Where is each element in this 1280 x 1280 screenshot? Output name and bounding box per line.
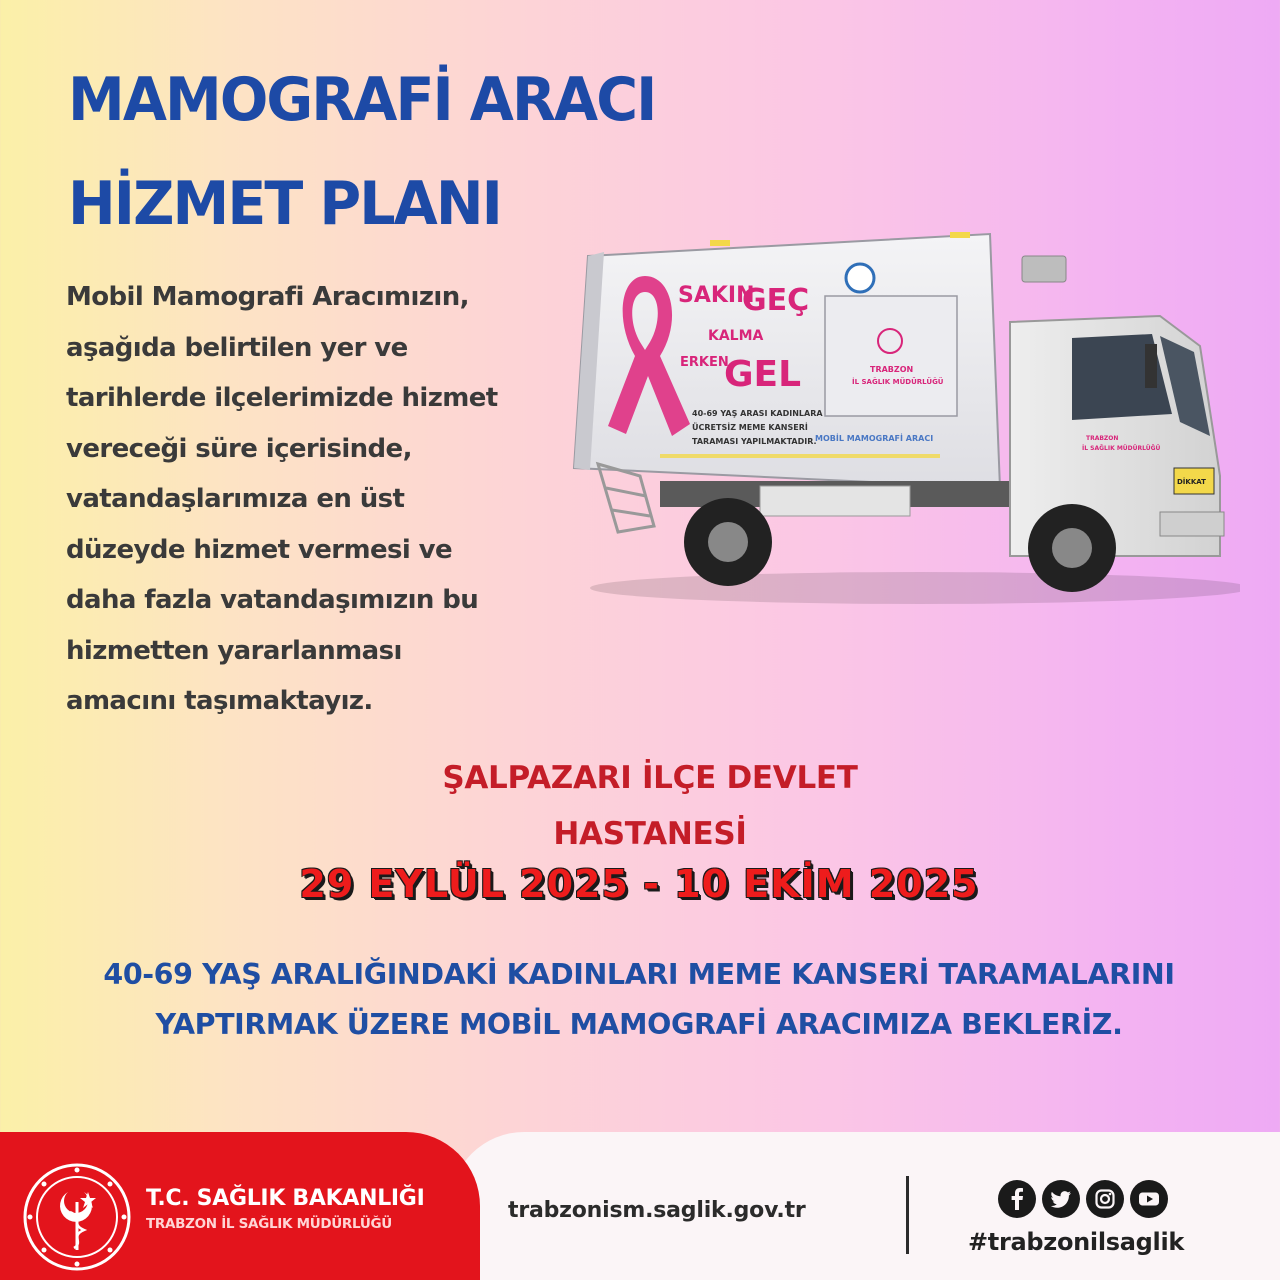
title-line-1: MAMOGRAFİ ARACI	[68, 65, 656, 135]
slogan-word: GEL	[724, 354, 802, 395]
cta-line-1: 40-69 YAŞ ARALIĞINDAKİ KADINLARI MEME KANSERİ TARAMALARINI	[103, 958, 1175, 991]
front-hub	[1052, 528, 1092, 568]
intro-line: vereceği süre içerisinde,	[66, 433, 412, 464]
warning-plate-text: DİKKAT	[1177, 478, 1206, 486]
intro-paragraph	[66, 272, 586, 727]
venue-line-2: HASTANESİ	[553, 816, 747, 852]
slogan-word: KALMA	[708, 328, 764, 344]
truck-panel-text: İL SAĞLIK MÜDÜRLÜĞÜ	[852, 378, 944, 386]
title-line-2: HİZMET PLANI	[68, 169, 501, 239]
ministry-name: T.C. SAĞLIK BAKANLIĞI	[146, 1186, 425, 1211]
ministry-logo-icon	[22, 1162, 132, 1272]
truck-side-text: TARAMASI YAPILMAKTADIR.	[692, 437, 817, 446]
step-rung	[612, 510, 650, 516]
rear-hub	[708, 522, 748, 562]
cta-line-2: YAPTIRMAK ÜZERE MOBİL MAMOGRAFİ ARACIMIZA BEKLERİZ.	[155, 1008, 1123, 1041]
intro-line: tarihlerde ilçelerimizde hizmet	[66, 383, 498, 413]
ministry-emblem-icon	[846, 264, 874, 292]
intro-line: vatandaşlarımıza en üst	[66, 484, 405, 514]
service-dates: 29 EYLÜL 2025 - 10 EKİM 2025	[299, 862, 979, 906]
side-skirt	[760, 486, 910, 516]
twitter-icon[interactable]	[1042, 1180, 1080, 1218]
social-links	[998, 1180, 1168, 1220]
ac-unit	[1022, 256, 1066, 282]
cab-text: TRABZON	[1086, 435, 1119, 442]
truck-panel-text: TRABZON	[870, 365, 914, 374]
intro-line: daha fazla vatandaşımızın bu	[66, 585, 479, 615]
hashtag-text[interactable]: #trabzonilsaglik	[968, 1228, 1185, 1256]
truck-door	[825, 296, 957, 416]
directorate-name: TRABZON İL SAĞLIK MÜDÜRLÜĞÜ	[146, 1216, 392, 1232]
side-strip	[660, 454, 940, 458]
rear-steps	[598, 464, 654, 532]
venue-line-1: ŞALPAZARI İLÇE DEVLET	[442, 760, 858, 796]
youtube-icon[interactable]	[1130, 1180, 1168, 1218]
slogan-word: ERKEN	[680, 355, 729, 370]
step-rung	[606, 488, 646, 496]
intro-line: amacını taşımaktayız.	[66, 686, 373, 716]
facebook-icon[interactable]	[998, 1180, 1036, 1218]
truck-bottom-text: MOBİL MAMOGRAFİ ARACI	[815, 434, 934, 443]
website-link[interactable]: trabzonism.saglik.gov.tr	[508, 1198, 806, 1223]
truck-shadow	[590, 572, 1240, 604]
mammography-truck-image	[560, 226, 1240, 606]
cab-text: İL SAĞLIK MÜDÜRLÜĞÜ	[1082, 445, 1161, 452]
roof-light	[950, 232, 970, 238]
instagram-icon[interactable]	[1086, 1180, 1124, 1218]
intro-line: düzeyde hizmet vermesi ve	[66, 534, 453, 565]
truck-side-text: 40-69 YAŞ ARASI KADINLARA	[692, 409, 823, 418]
slogan-word: SAKIN	[678, 283, 755, 308]
slogan-word: GEÇ	[742, 283, 810, 318]
truck-side-text: ÜCRETSİZ MEME KANSERİ	[692, 423, 808, 432]
intro-line: Mobil Mamografi Aracımızın,	[66, 282, 469, 312]
intro-line: aşağıda belirtilen yer ve	[66, 332, 408, 363]
bumper	[1160, 512, 1224, 536]
intro-line: hizmetten yararlanması	[66, 635, 402, 666]
mirror	[1145, 344, 1157, 388]
page-title	[68, 48, 655, 256]
footer-divider	[906, 1176, 909, 1254]
roof-light	[710, 240, 730, 246]
